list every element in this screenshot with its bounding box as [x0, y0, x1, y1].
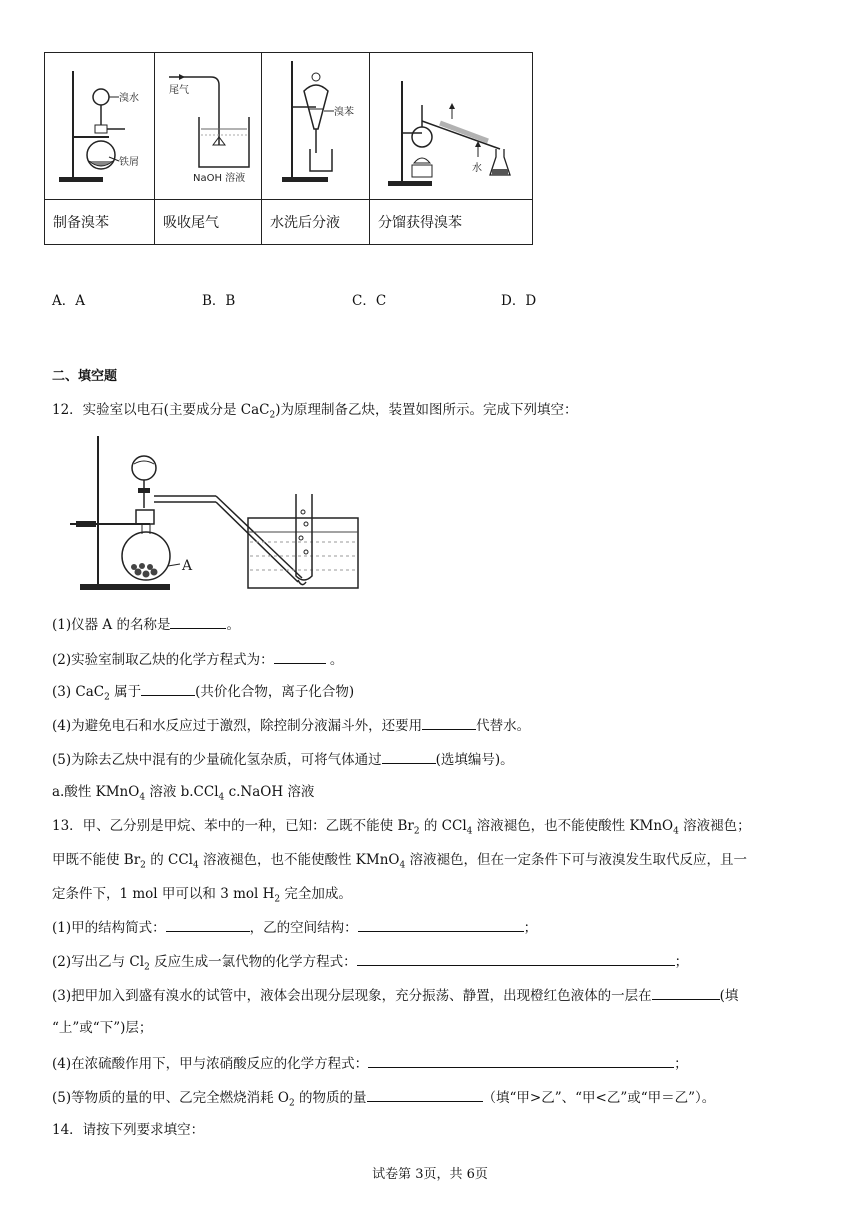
tail-gas-figure	[155, 53, 261, 199]
page-footer: 试卷第 3页，共 6页	[372, 1167, 488, 1182]
answer-options	[52, 289, 692, 309]
apparatus-cell-bromobenzene-prep	[45, 53, 155, 200]
q12-choices: a.酸性 KMnO$_4$ 溶液 b.CCl$_4$ c.NaOH 溶液	[52, 784, 315, 803]
q12-part5: (5)为除去乙炔中混有的少量硫化氢杂质，可将气体通过 (选填编号)。	[52, 749, 514, 770]
q13-stem-line3: 定条件下，1 mol 甲可以和 3 mol $H_2$ 完全加成。	[52, 886, 352, 905]
q13-blank-5[interactable]	[367, 1087, 483, 1102]
option-b[interactable]: B．B	[202, 293, 236, 309]
section-title: 二、填空题	[52, 369, 118, 384]
apparatus-label-2: 吸收尾气	[155, 200, 262, 245]
q12-blank-4[interactable]	[422, 715, 476, 730]
water-label: 水	[472, 163, 482, 174]
q13-part1: (1)甲的结构简式： ，乙的空间结构： ；	[52, 917, 537, 938]
q12-part2: (2)实验室制取乙炔的化学方程式为： 。	[52, 649, 343, 670]
q13-part2: (2)写出乙与 $Cl_2$ 反应生成一氯代物的化学方程式： ；	[52, 951, 688, 978]
q12-part4: (4)为避免电石和水反应过于激烈，除控制分液漏斗外，还要用 代替水。	[52, 715, 530, 736]
q14-stem: 14．请按下列要求填空：	[52, 1122, 205, 1138]
instrument-a-label: A	[182, 558, 193, 574]
separation-figure	[262, 53, 369, 199]
apparatus-cell-distillation	[370, 53, 533, 200]
apparatus-cell-separation	[262, 53, 370, 200]
apparatus-table	[44, 52, 533, 245]
q12-blank-1[interactable]	[170, 614, 226, 629]
q13-blank-4[interactable]	[368, 1053, 674, 1068]
apparatus-cell-tail-gas	[155, 53, 262, 200]
q13-stem-line2: 甲既不能使 $Br_2$ 的 CCl$_4$ 溶液褪色，也不能使酸性 KMnO$_4$ 溶液褪色，但在一定条件下可与液溴发生取代反应，且一	[52, 852, 747, 871]
q13-part5: (5)等物质的量的甲、乙完全燃烧消耗 $O_2$ 的物质的量 （填“甲>乙”、“甲<乙”或“甲＝乙”）。	[52, 1087, 715, 1114]
q12-blank-2[interactable]	[274, 649, 326, 664]
q13-part3: (3)把甲加入到盛有溴水的试管中，液体会出现分层现象，充分振荡、静置，出现橙红色液体的一层在 (填	[52, 985, 738, 1006]
q12-part3: (3) CaC$_2$ 属于 (共价化合物，离子化合物)	[52, 681, 354, 708]
q13-part4: (4)在浓硫酸作用下，甲与浓硝酸反应的化学方程式： ；	[52, 1053, 688, 1074]
q13-blank-1a[interactable]	[166, 917, 250, 932]
distillation-figure	[370, 53, 532, 199]
q13-part3-cont: “上”或“下”)层；	[52, 1020, 153, 1036]
bromobenzene-layer-label: 溴苯	[334, 107, 354, 118]
acetylene-apparatus-figure	[66, 432, 366, 600]
apparatus-label-4: 分馏获得溴苯	[370, 200, 533, 245]
q13-stem-line1: 13．甲、乙分别是甲烷、苯中的一种，已知：乙既不能使 $Br_2$ 的 CCl$_4$ 溶液褪色，也不能使酸性 KMnO$_4$ 溶液褪色；	[52, 818, 751, 837]
apparatus-label-1: 制备溴苯	[45, 200, 155, 245]
apparatus-label-3: 水洗后分液	[262, 200, 370, 245]
option-d[interactable]: D．D	[501, 293, 537, 309]
q12-blank-5[interactable]	[382, 749, 436, 764]
tail-gas-label: 尾气	[169, 85, 189, 96]
iron-filings-label: 铁屑	[119, 157, 139, 168]
q12-part1: (1)仪器 A 的名称是 。	[52, 614, 240, 635]
q12-stem: 12．实验室以电石(主要成分是 CaC$_2$)为原理制备乙炔，装置如图所示。完成下列填空：	[52, 402, 578, 421]
option-c[interactable]: C．C	[352, 293, 387, 309]
q13-blank-1b[interactable]	[358, 917, 524, 932]
naoh-solution-label: NaOH 溶液	[193, 173, 246, 184]
q13-blank-3[interactable]	[652, 985, 720, 1000]
q13-blank-2[interactable]	[357, 951, 675, 966]
q12-blank-3[interactable]	[141, 681, 195, 696]
bromine-water-label: 溴水	[119, 93, 139, 104]
bromobenzene-prep-figure	[45, 53, 154, 199]
option-a[interactable]: A．A	[52, 293, 85, 309]
